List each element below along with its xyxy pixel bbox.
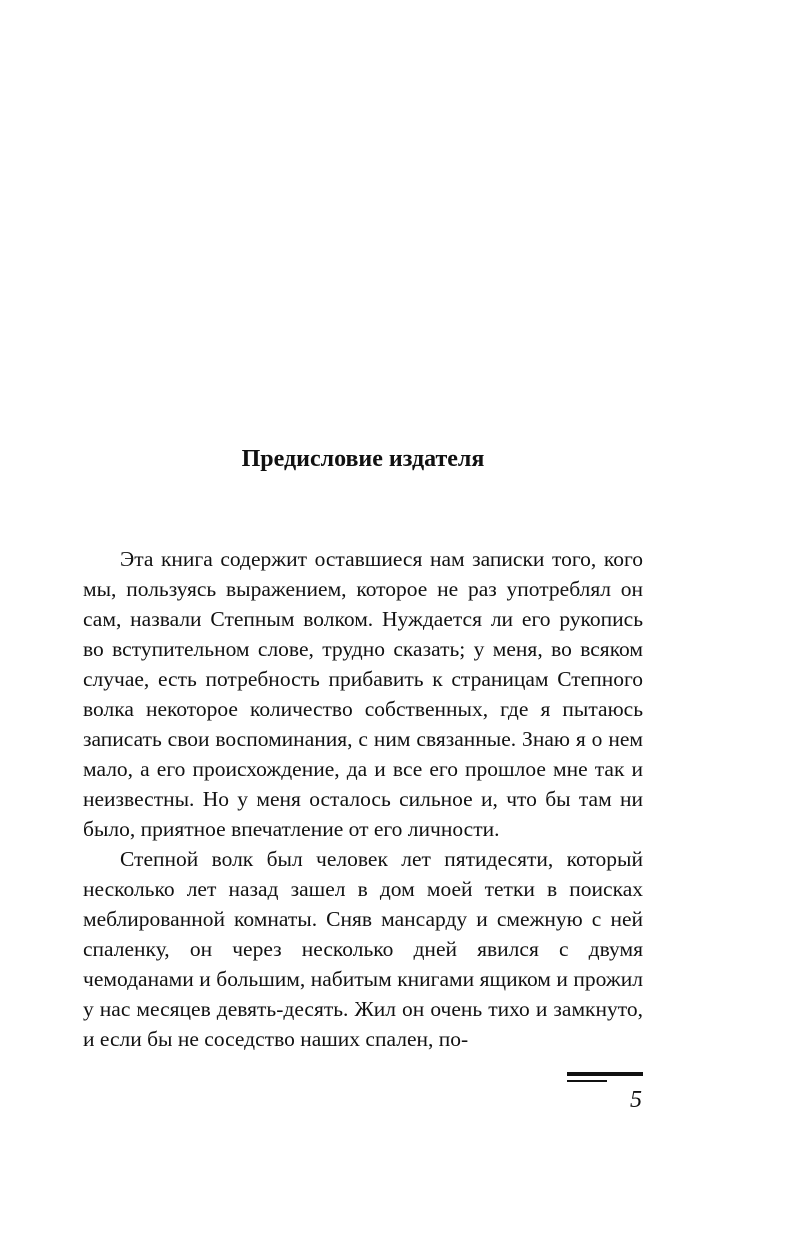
body-text: [83, 544, 643, 1054]
chapter-heading: Предисловие издателя: [241, 446, 485, 472]
page-number: 5: [630, 1087, 642, 1113]
paragraph: Степной волк был человек лет пятидесяти, который несколько лет назад зашел в дом моей тетки в поисках меблированной комнаты. Сняв мансарду и смежную с ней спаленку, он через несколько дней явился с двумя чемоданами и большим, набитым книгами ящиком и прожил у нас месяцев девять-десять. Жил он очень тихо и замкнуто, и если бы не соседство наших спален, по-: [83, 847, 643, 1051]
page-rule-thin: [567, 1080, 607, 1082]
paragraph: Эта книга содержит оставшиеся нам записки того, кого мы, пользуясь выражением, которое не раз употреблял он сам, назвали Степным волком. Нуждается ли его рукопись во вступительном слове, трудно сказать; у меня, во всяком случае, есть потребность прибавить к страницам Степного волка некоторое количество собственных, где я пытаюсь записать свои воспоминания, с ним связанные. Знаю я о нем мало, а его происхождение, да и все его прошлое мне так и неизвестны. Но у меня осталось сильное и, что бы там ни было, приятное впечатление от его личности.: [83, 547, 643, 841]
page-rule-thick: [567, 1072, 643, 1076]
page-number-rule: [567, 1072, 645, 1082]
